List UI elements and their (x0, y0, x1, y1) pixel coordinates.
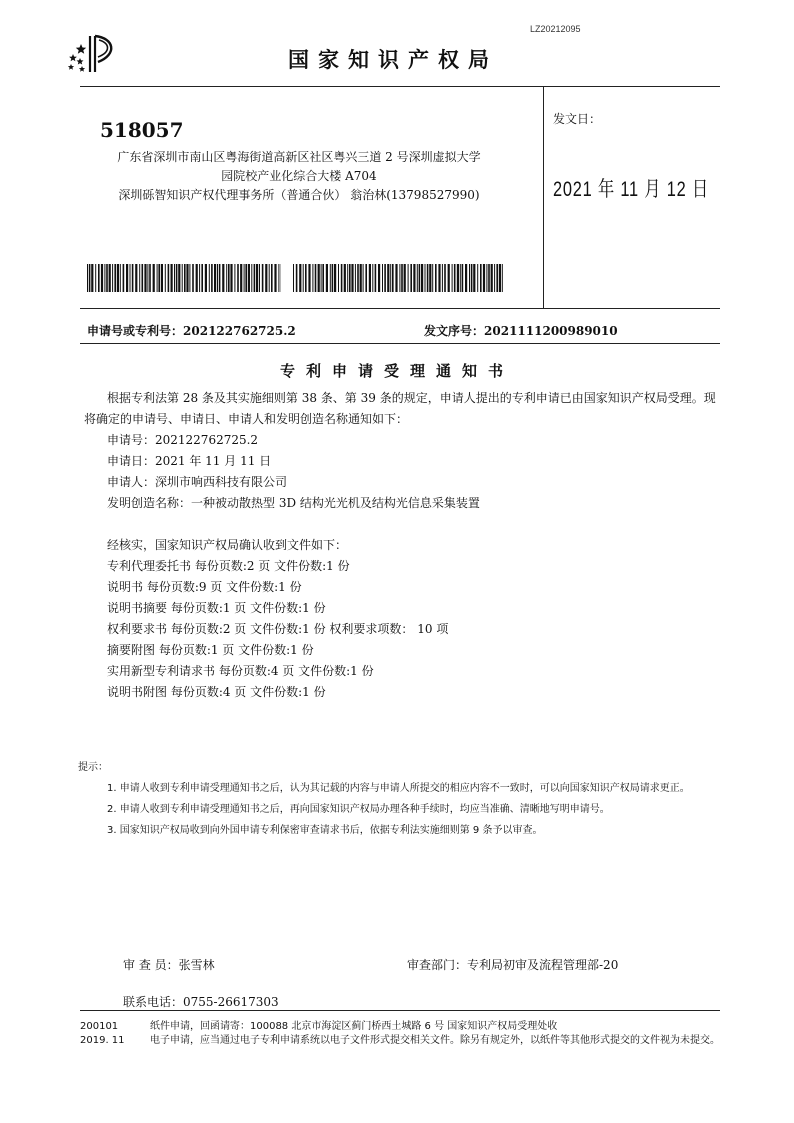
footer-paper-filing: 纸件申请，回函请寄：100088 北京市海淀区蓟门桥西土城路 6 号 国家知识产权局受理处收 (150, 1021, 558, 1032)
barcode-bar (321, 264, 322, 292)
form-version: 2019. 11 (80, 1035, 125, 1046)
barcode-bar (305, 264, 307, 292)
barcode-bar (192, 264, 194, 292)
barcode-bar (234, 264, 235, 292)
barcode-bar (384, 264, 386, 292)
barcode-bar (228, 264, 230, 292)
barcode-bar (226, 264, 227, 292)
barcode-bar (369, 264, 371, 292)
barcode-bar (98, 264, 100, 292)
postcode: 518057 (100, 118, 184, 142)
field-line: 申请日：2021 年 11 月 11 日 (107, 454, 272, 468)
barcode-bar (465, 264, 467, 292)
barcode-bar (91, 264, 93, 292)
form-code: 200101 (80, 1021, 119, 1032)
barcode-bar (269, 264, 270, 292)
barcode-bar (237, 264, 239, 292)
barcode-bar (382, 264, 383, 292)
barcode-bar (452, 264, 453, 292)
barcode-bar (211, 264, 213, 292)
application-number (87, 322, 296, 339)
barcode-bar (278, 264, 279, 292)
tip-item: 2. 申请人收到专利申请受理通知书之后，再向国家知识产权局办理各种手续时，均应当准确、清晰地写明申请号。 (107, 804, 610, 815)
barcode-bar (427, 264, 429, 292)
tips-heading: 提示： (78, 762, 108, 773)
barcode-bar (417, 264, 418, 292)
barcode-bar (435, 264, 437, 292)
serial-number-label: 发文序号： (424, 324, 485, 338)
barcode-bar (355, 264, 356, 292)
barcode-bar (429, 264, 431, 292)
barcode-bar (130, 264, 131, 292)
barcode-bar (425, 264, 426, 292)
barcode-bar (404, 264, 406, 292)
barcode-bar (117, 264, 119, 292)
barcode-bar (196, 264, 198, 292)
barcode-bar (334, 264, 336, 292)
barcode-bar (186, 264, 188, 292)
barcode-bar (332, 264, 334, 292)
contact-phone: 联系电话：0755-26617303 (123, 995, 279, 1009)
column-divider (543, 86, 544, 308)
barcode-bar (101, 264, 103, 292)
barcode-bar (271, 264, 273, 292)
tips-section (78, 757, 724, 841)
barcode-bar (442, 264, 443, 292)
serial-number (424, 322, 618, 339)
barcode-bar (395, 264, 397, 292)
barcode-bar (176, 264, 178, 292)
intro-paragraph: 根据专利法第 28 条及其实施细则第 38 条、第 39 条的规定，申请人提出的专利申请已由国家知识产权局受理。现将确定的申请号、申请日、申请人和发明创造名称通知如下： (84, 391, 716, 426)
barcode-bar (462, 264, 464, 292)
examining-department: 审查部门：专利局初审及流程管理部-20 (407, 958, 619, 972)
barcode-bar (438, 264, 440, 292)
barcode-bar (392, 264, 394, 292)
barcode-bar (178, 264, 180, 292)
barcode-bar (293, 264, 294, 292)
barcode-bar (104, 264, 105, 292)
barcode-bar (230, 264, 232, 292)
barcode-bar (413, 264, 415, 292)
barcode-bar (106, 264, 108, 292)
documents-intro: 经核实，国家知识产权局确认收到文件如下： (107, 538, 348, 552)
barcode-bar (357, 264, 359, 292)
barcode-bar (303, 264, 304, 292)
barcode-bar (387, 264, 389, 292)
barcode-bar (480, 264, 482, 292)
barcode-bar (488, 264, 490, 292)
barcode-bar (483, 264, 485, 292)
barcode-bar (448, 264, 450, 292)
barcode-bar (209, 264, 210, 292)
application-number-label: 申请号或专利号： (87, 324, 184, 338)
barcode-bar (375, 264, 377, 292)
barcode-bar (365, 264, 367, 292)
barcode-left (87, 264, 281, 292)
barcode-bar (240, 264, 242, 292)
document-line: 说明书摘要 每份页数:1 页 文件份数:1 份 (107, 601, 326, 615)
barcode-bar (351, 264, 353, 292)
document-line: 权利要求书 每份页数:2 页 文件份数:1 份 权利要求项数： 10 项 (107, 622, 449, 636)
barcode-bar (399, 264, 400, 292)
barcode-bar (149, 264, 151, 292)
barcode-bar (251, 264, 252, 292)
barcode-bar (326, 264, 328, 292)
issue-date-label: 发文日： (553, 112, 602, 126)
barcode-bar (347, 264, 348, 292)
barcode-bar (502, 264, 503, 292)
barcode-bar (244, 264, 245, 292)
document-line: 摘要附图 每份页数:1 页 文件份数:1 份 (107, 643, 314, 657)
barcode-bar (322, 264, 324, 292)
barcode-bar (147, 264, 148, 292)
barcode-bar (378, 264, 380, 292)
barcode-bar (114, 264, 116, 292)
barcode-right (293, 264, 504, 292)
barcode-bar (153, 264, 155, 292)
barcode-bar (299, 264, 301, 292)
meta-bottom-rule (80, 343, 720, 344)
address-line: 深圳砾智知识产权代理事务所（普通合伙） 翁治林(13798527990) (118, 188, 480, 202)
examiner: 审 查 员：张雪林 (123, 958, 215, 972)
barcode-bar (217, 264, 218, 292)
barcode-bar (205, 264, 207, 292)
notice-body (84, 388, 724, 703)
barcode-bar (222, 264, 224, 292)
barcode-bar (315, 264, 317, 292)
document-line: 说明书 每份页数:9 页 文件份数:1 份 (107, 580, 302, 594)
cnipa-logo-icon (62, 30, 122, 76)
barcode-bar (259, 264, 260, 292)
barcode-bar (410, 264, 412, 292)
barcode-bar (214, 264, 216, 292)
barcode-bar (274, 264, 276, 292)
office-name: 国家知识产权局 (288, 48, 498, 72)
tip-item: 3. 国家知识产权局收到向外国申请专利保密审查请求书后，依据专利法实施细则第 9 条予以审查。 (107, 825, 543, 836)
barcode-bar (486, 264, 487, 292)
document-line: 说明书附图 每份页数:4 页 文件份数:1 份 (107, 685, 326, 699)
application-number-value: 202122762725.2 (183, 324, 296, 338)
barcode-bar (144, 264, 146, 292)
barcode-bar (123, 264, 125, 292)
barcode-bar (471, 264, 473, 292)
barcode-bar (330, 264, 331, 292)
barcode-bar (419, 264, 421, 292)
address-line: 广东省深圳市南山区粤海街道高新区社区粤兴三道 2 号深圳虚拟大学 (117, 150, 481, 164)
issue-date-stamp: 2021 年 11 月 12 日 (553, 178, 710, 201)
barcode-bar (421, 264, 423, 292)
barcode-bar (95, 264, 96, 292)
barcode-bar (496, 264, 498, 292)
barcode-bar (126, 264, 128, 292)
barcode-bar (432, 264, 433, 292)
barcode-bar (318, 264, 320, 292)
barcode-bar (161, 264, 163, 292)
footer-electronic-filing: 电子申请，应当通过电子专利申请系统以电子文件形式提交相关文件。除另有规定外，以纸件等其他形式提交的文件视为未提交。 (150, 1035, 720, 1046)
barcode-bar (132, 264, 134, 292)
barcode-bar (262, 264, 264, 292)
document-line: 实用新型专利请求书 每份页数:4 页 文件份数:1 份 (107, 664, 374, 678)
barcode-bar (338, 264, 339, 292)
barcode-bar (245, 264, 247, 292)
barcode-bar (494, 264, 495, 292)
barcode-bar (184, 264, 186, 292)
barcode-bar (444, 264, 446, 292)
barcode-bar (89, 264, 91, 292)
barcode-bar (473, 264, 475, 292)
barcode-bar (341, 264, 343, 292)
barcode-bar (112, 264, 113, 292)
barcode-bar (477, 264, 478, 292)
field-line: 发明创造名称：一种被动散热型 3D 结构光光机及结构光信息采集装置 (107, 496, 480, 510)
barcode-bar (372, 264, 373, 292)
barcode-bar (344, 264, 346, 292)
barcode-bar (189, 264, 190, 292)
field-line: 申请人：深圳市响西科技有限公司 (107, 475, 288, 489)
barcode-bar (454, 264, 456, 292)
barcode-bar (349, 264, 351, 292)
barcode-bar (87, 264, 88, 292)
barcode-bar (254, 264, 256, 292)
barcode-bar (469, 264, 470, 292)
barcode-bar (491, 264, 493, 292)
barcode-bar (312, 264, 313, 292)
barcode-bar (174, 264, 175, 292)
barcode-bar (168, 264, 170, 292)
address-line: 园院校产业化综合大楼 A704 (221, 169, 377, 183)
footer-rule (80, 1010, 720, 1011)
barcode-bar (457, 264, 459, 292)
barcode-bar (499, 264, 501, 292)
recipient-address (84, 148, 514, 205)
document-line: 专利代理委托书 每份页数:2 页 文件份数:1 份 (107, 559, 350, 573)
barcode-bar (182, 264, 183, 292)
barcode-bar (390, 264, 391, 292)
header-bottom-rule (80, 308, 720, 309)
barcode-bar (158, 264, 160, 292)
serial-number-value: 2021111200989010 (484, 324, 618, 338)
barcode-bar (139, 264, 140, 292)
barcode-bar (308, 264, 310, 292)
barcode-bar (199, 264, 200, 292)
barcode-bar (142, 264, 144, 292)
barcode-bar (401, 264, 403, 292)
field-line: 申请号：202122762725.2 (107, 433, 259, 447)
barcode-bar (460, 264, 461, 292)
barcode-bar (219, 264, 221, 292)
tip-item: 1. 申请人收到专利申请受理通知书之后，认为其记载的内容与申请人所提交的相应内容不一致时，可以向国家知识产权局请求更正。 (107, 783, 690, 794)
barcode-bar (296, 264, 298, 292)
barcode-bar (256, 264, 258, 292)
barcode-bar (265, 264, 267, 292)
document-code: LZ20212095 (530, 24, 581, 34)
barcode-bar (157, 264, 158, 292)
barcode-bar (135, 264, 137, 292)
barcode-bar (201, 264, 203, 292)
notice-title: 专利申请受理通知书 (279, 362, 514, 380)
barcode-bar (360, 264, 362, 292)
barcode-bar (171, 264, 173, 292)
barcode-bar (248, 264, 250, 292)
barcode-bar (165, 264, 166, 292)
top-rule (80, 86, 720, 87)
barcode-bar (363, 264, 364, 292)
barcode-bar (408, 264, 409, 292)
barcode-bar (120, 264, 121, 292)
barcode-bar (109, 264, 111, 292)
